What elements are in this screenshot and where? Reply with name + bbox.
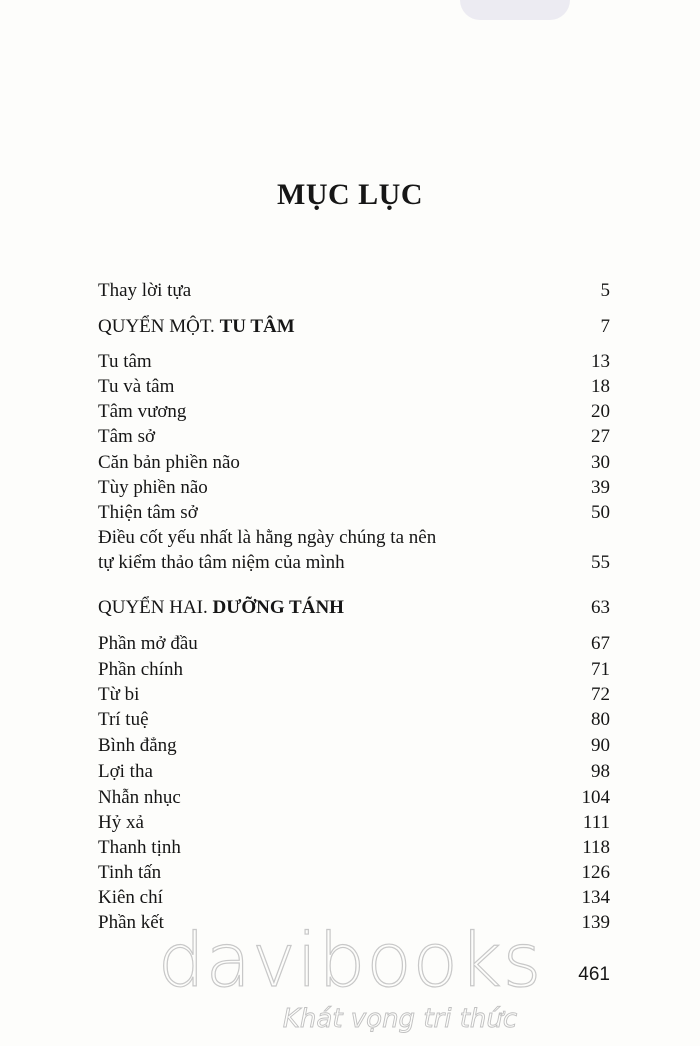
toc-entry-page: 118	[582, 837, 610, 858]
watermark-slogan: Khát vọng tri thức	[282, 1004, 518, 1034]
toc-entry-page: 55	[591, 552, 610, 573]
toc-entry-page: 50	[591, 502, 610, 523]
toc-entry-label: Nhẫn nhục	[98, 787, 181, 808]
part-prefix: QUYỂN HAI.	[98, 597, 208, 618]
toc-entry-label: Điều cốt yếu nhất là hằng ngày chúng ta nên	[98, 527, 437, 548]
toc-entry	[98, 785, 610, 811]
toc-entry-page: 5	[600, 280, 610, 301]
toc-entry	[98, 500, 610, 526]
part-title: DƯỠNG TÁNH	[212, 597, 344, 618]
toc-entry	[98, 450, 610, 476]
toc-entry-intro	[98, 278, 610, 304]
toc-entry-page: 30	[591, 452, 610, 473]
toc-entry-label: tự kiểm thảo tâm niệm của mình	[98, 552, 345, 573]
toc-entry	[98, 475, 610, 501]
toc-entry-label: Bình đẳng	[98, 735, 177, 756]
toc-part-one-heading	[98, 314, 610, 340]
toc-entry-label: Tùy phiền não	[98, 477, 208, 498]
toc-entry	[98, 885, 610, 911]
toc-entry-page: 63	[591, 597, 610, 618]
toc-entry	[98, 657, 610, 683]
toc-entry-label: Trí tuệ	[98, 709, 149, 730]
toc-entry	[98, 707, 610, 733]
toc-entry	[98, 759, 610, 785]
toc-entry-page: 71	[591, 659, 610, 680]
toc-entry	[98, 860, 610, 886]
toc-entry	[98, 399, 610, 425]
toc-entry-page: 80	[591, 709, 610, 730]
part-title: TU TÂM	[219, 316, 295, 337]
toc-entry-label: Thay lời tựa	[98, 280, 192, 301]
part-prefix: QUYỂN MỘT.	[98, 316, 215, 337]
toc-entry-page: 20	[591, 401, 610, 422]
toc-entry-page: 72	[591, 684, 610, 705]
toc-entry-label: Thanh tịnh	[98, 837, 181, 858]
toc-entry-page: 111	[582, 812, 610, 833]
toc-entry-label: Tu tâm	[98, 351, 152, 372]
watermark-brand: davibooks	[157, 918, 543, 1004]
toc-entry-long-line1	[98, 525, 610, 551]
toc-part-label	[98, 314, 295, 340]
toc-entry-page: 134	[581, 887, 610, 908]
toc-entry	[98, 733, 610, 759]
toc-entry-label: Kiên chí	[98, 887, 163, 908]
toc-entry	[98, 682, 610, 708]
toc-entry-label: Lợi tha	[98, 761, 153, 782]
toc-entry-label: Từ bi	[98, 684, 140, 705]
toc-entry-label: Tâm vương	[98, 401, 187, 422]
toc-entry-label: Thiện tâm sở	[98, 502, 198, 523]
page-title: MỤC LỤC	[277, 178, 423, 211]
toc-entry	[98, 835, 610, 861]
toc-entry-label: Tu và tâm	[98, 376, 175, 397]
toc-entry-long-line2	[98, 550, 610, 576]
toc-entry-page: 104	[581, 787, 610, 808]
scan-smudge	[460, 0, 570, 20]
toc-entry-label: Hỷ xả	[98, 812, 144, 833]
page-number: 461	[578, 964, 610, 985]
toc-entry-label: Phần kết	[98, 912, 164, 933]
toc-entry-page: 98	[591, 761, 610, 782]
toc-entry	[98, 349, 610, 375]
toc-entry-page: 90	[591, 735, 610, 756]
toc-entry-page: 39	[591, 477, 610, 498]
toc-entry-label: Tinh tấn	[98, 862, 162, 883]
toc-entry-page: 13	[591, 351, 610, 372]
toc-entry-page: 7	[600, 316, 610, 337]
toc-entry-page: 18	[591, 376, 610, 397]
toc-entry	[98, 374, 610, 400]
toc-entry-label: Căn bản phiền não	[98, 452, 240, 473]
toc-entry-page: 139	[581, 912, 610, 933]
toc-entry-page: 126	[581, 862, 610, 883]
toc-entry-label: Phần mở đầu	[98, 633, 198, 654]
toc-entry-page: 67	[591, 633, 610, 654]
toc-part-two-heading	[98, 595, 610, 621]
toc-entry	[98, 631, 610, 657]
toc-entry-label: Phần chính	[98, 659, 183, 680]
toc-entry-page: 27	[591, 426, 610, 447]
toc-entry	[98, 424, 610, 450]
toc-entry-label: Tâm sở	[98, 426, 156, 447]
toc-entry	[98, 810, 610, 836]
toc-part-label	[98, 595, 344, 621]
